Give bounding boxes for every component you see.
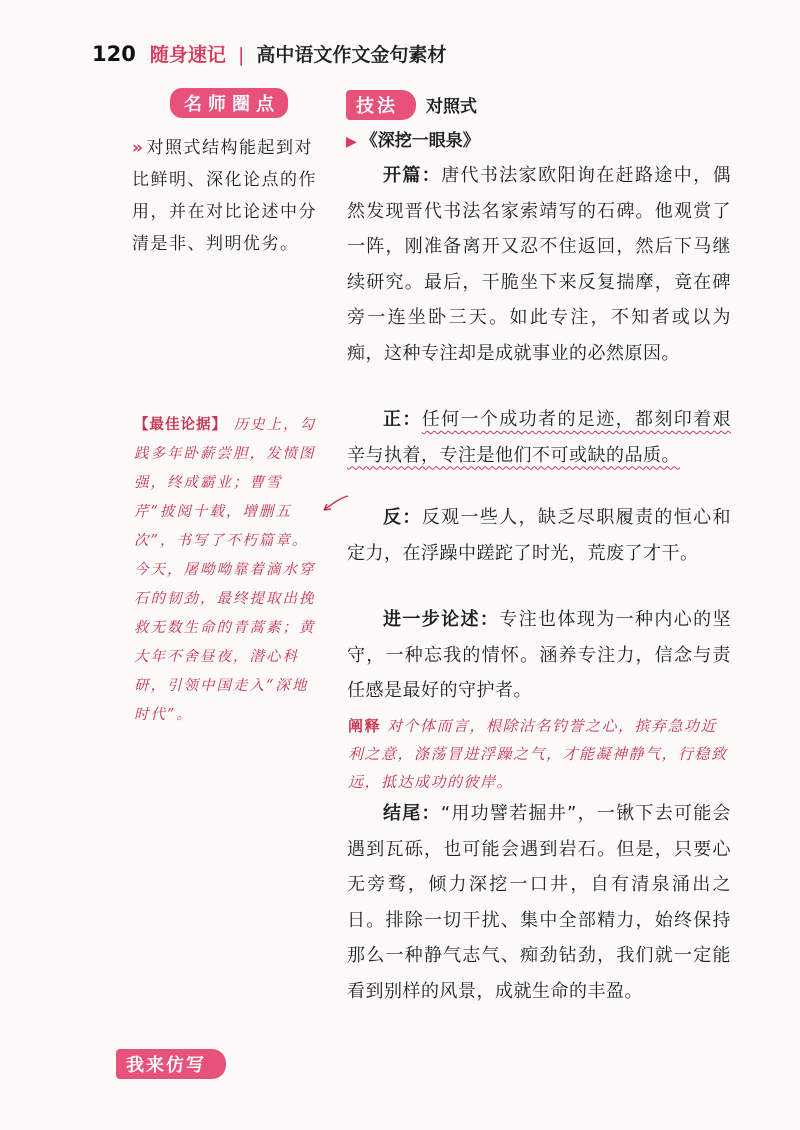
negative-label: 反： xyxy=(383,507,422,528)
imitate-writing-badge: 我来仿写 xyxy=(116,1049,226,1079)
negative-text: 反观一些人，缺乏尽职履责的恒心和定力，在浮躁中蹉跎了时光，荒废了才干。 xyxy=(347,507,731,564)
header-separator: | xyxy=(237,44,245,66)
page-number: 120 xyxy=(92,42,136,66)
explain-text: 对个体而言，根除沽名钓誉之心，摈弃急功近利之意，涤荡冒进浮躁之气，才能凝神静气，行稳致远，抵达成功的彼岸。 xyxy=(348,717,728,791)
annotation-arrow-icon xyxy=(320,492,350,516)
ending-label: 结尾： xyxy=(383,803,441,824)
essay-negative xyxy=(347,500,731,571)
teacher-comment xyxy=(132,132,322,260)
explain-label: 阐释 xyxy=(348,717,382,735)
opening-text: 唐代书法家欧阳询在赶路途中，偶然发现晋代书法名家索靖写的石碑。他观赏了一阵，刚准备离开又忍不住返回，然后下马继续研究。最后，干脆坐下来反复揣摩，竟在碑旁一连坐卧三天。如此专注，不知者或以为痴，这种专注却是成就事业的必然原因。 xyxy=(347,165,732,364)
further-label: 进一步论述： xyxy=(383,609,500,630)
further-text: 专注也体现为一种内心的坚守，一种忘我的情怀。涵养专注力，信念与责任感是最好的守护者。 xyxy=(347,609,732,701)
brand-label: 随身速记 xyxy=(149,44,226,66)
evidence-text: 历史上，勾践多年卧薪尝胆，发愤图强，终成霸业；曹雪芹“披阅十载，增删五次”，书写了不朽篇章。今天，屠呦呦靠着滴水穿石的韧劲，最终提取出挽救无数生命的青蒿素；黄大年不舍昼夜，潜心科研，引领中国走入“深地时代”。 xyxy=(134,417,317,723)
play-triangle-icon: ▶ xyxy=(346,134,357,150)
positive-text: 任何一个成功者的足迹，都刻印着艰辛与执着，专注是他们不可或缺的品质。 xyxy=(347,409,731,466)
positive-label: 正： xyxy=(383,409,422,430)
ending-text: “用功譬若掘井”，一锹下去可能会遇到瓦砾，也可能会遇到岩石。但是，只要心无旁骛，倾力深挖一口井，自有清泉涌出之日。排除一切干扰、集中全部精力，始终保持那么一种静气志气、痴劲钻劲，我们就一定能看到别样的风景，成就生命的丰盈。 xyxy=(347,803,731,1002)
technique-title: 对照式 xyxy=(426,97,477,117)
evidence-label: 【最佳论据】 xyxy=(134,416,227,433)
handwritten-evidence-note xyxy=(134,410,324,730)
book-title: 高中语文作文金句素材 xyxy=(256,44,447,66)
arrow-bullet-icon: » xyxy=(132,138,145,158)
teacher-comment-text: 对照式结构能起到对比鲜明、深化论点的作用，并在对比论述中分清是非、判明优劣。 xyxy=(132,138,317,254)
handwritten-explanation-note xyxy=(348,712,728,796)
essay-ending xyxy=(347,796,731,1009)
teacher-comment-badge: 名师圈点 xyxy=(170,88,288,118)
essay-title: 《深挖一眼泉》 xyxy=(360,131,480,151)
essay-further-argument xyxy=(347,602,731,709)
opening-label: 开篇： xyxy=(383,165,442,186)
essay-positive xyxy=(347,402,731,473)
essay-title-row xyxy=(346,126,480,151)
technique-badge: 技法 xyxy=(346,90,416,120)
page-header xyxy=(92,40,446,67)
essay-opening xyxy=(347,158,731,371)
